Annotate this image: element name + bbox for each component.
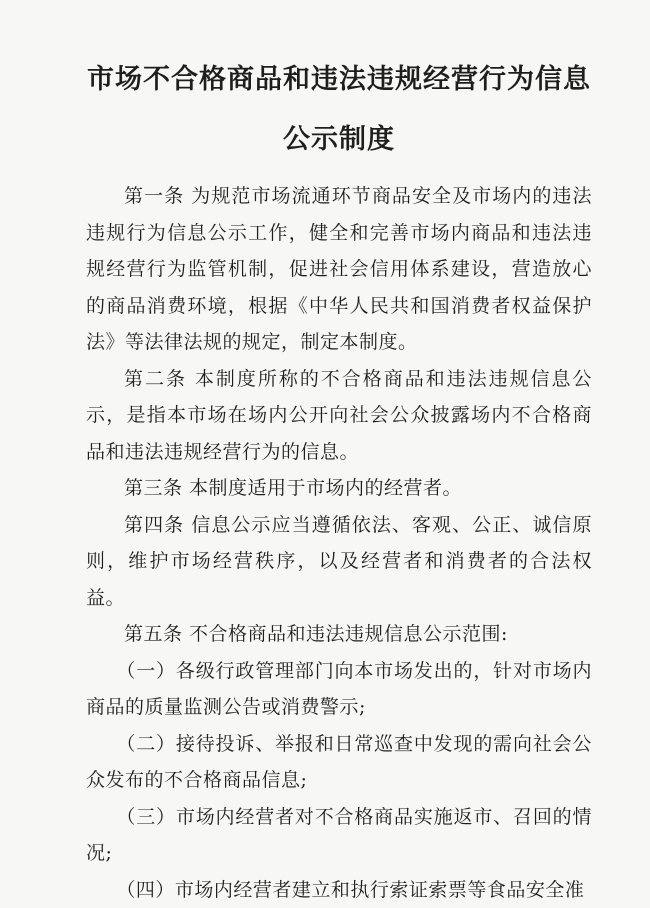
article-5-item-2: （二）接待投诉、举报和日常巡查中发现的需向社会公众发布的不合格商品信息; — [86, 726, 592, 799]
article-5: 第五条 不合格商品和违法违规信息公示范围: — [86, 616, 592, 653]
article-5-item-3: （三）市场内经营者对不合格商品实施返市、召回的情况; — [86, 799, 592, 872]
article-5-item-4: （四）市场内经营者建立和执行索证索票等食品安全准 — [86, 872, 592, 908]
article-4: 第四条 信息公示应当遵循依法、客观、公正、诚信原则，维护市场经营秩序，以及经营者和消费者的合法权益。 — [86, 507, 592, 617]
article-2: 第二条 本制度所称的不合格商品和违法违规信息公示，是指本市场在场内公开向社会公众披露场内不合格商品和违法违规经营行为的信息。 — [86, 361, 592, 471]
document-title — [86, 0, 592, 168]
article-3: 第三条 本制度适用于市场内的经营者。 — [86, 470, 592, 507]
title-line-2: 公示制度 — [86, 112, 592, 168]
article-1: 第一条 为规范市场流通环节商品安全及市场内的违法违规行为信息公示工作，健全和完善市场内商品和违法违规经营行为监管机制，促进社会信用体系建设，营造放心的商品消费环境，根据《中华人民共和国消费者权益保护法》等法律法规的规定，制定本制度。 — [86, 178, 592, 361]
document-body — [86, 178, 592, 908]
title-line-1: 市场不合格商品和违法违规经营行为信息 — [86, 0, 592, 108]
article-5-item-1: （一）各级行政管理部门向本市场发出的，针对市场内商品的质量监测公告或消费警示; — [86, 653, 592, 726]
